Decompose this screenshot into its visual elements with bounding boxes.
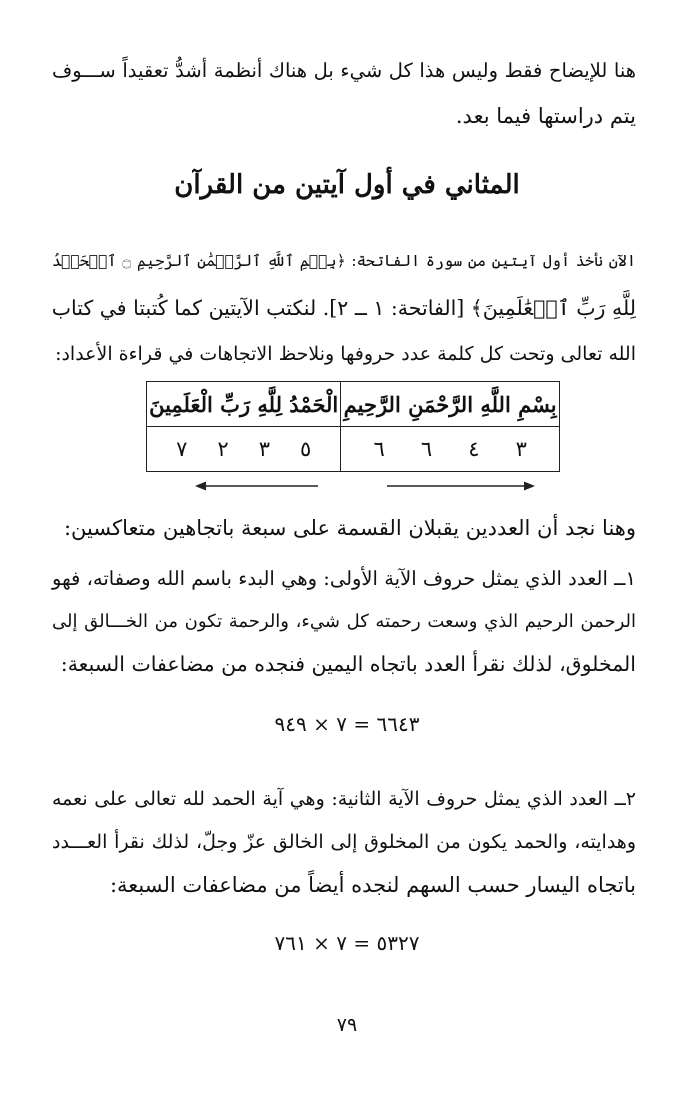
count-value: ٧	[176, 437, 188, 461]
paragraph-line: هنا للإيضاح فقط وليس هذا كل شيء بل هناك أنظمة أشدُّ تعقيداً ســـوف	[52, 59, 636, 82]
point2-line: باتجاه اليسار حسب السهم لنجده أيضاً من مضاعفات السبعة:	[109, 873, 636, 897]
section-heading: المثاني في أول آيتين من القرآن	[174, 170, 520, 200]
count-value: ٣	[258, 437, 270, 461]
page-number: ٧٩	[336, 1014, 358, 1036]
intro-line: لِلَّهِ رَبِّ ٱلۡعَٰلَمِينَ﴾ [الفاتحة: ١ ــ ٢]. لنكتب الآيتين كما كُتبتا في كتاب	[51, 296, 636, 320]
count-value: ٦	[373, 437, 385, 461]
verse1-cell: بِسْمِ اللَّهِ الرَّحْمَنِ الرَّحِيمِ	[341, 382, 560, 427]
verse1-counts-cell	[341, 427, 560, 472]
count-value: ٣	[515, 437, 527, 461]
intro-line: الآن نأخذ أول آيتين من سورة الفاتحة: ﴿بِسۡمِ ٱللَّهِ ٱلرَّحۡمَٰنِ ٱلرَّحِيمِ ۝ ٱلۡحَمۡدُ	[52, 252, 636, 270]
point2-line: وهدايته، والحمد يكون من المخلوق إلى الخالق عزّ وجلّ، لذلك نقرأ العـــدد	[52, 831, 636, 853]
observation-line: وهنا نجد أن العددين يقبلان القسمة على سبعة باتجاهين متعاكسين:	[63, 516, 636, 540]
equation-2: ٥٣٢٧ = ٧ × ٧٦١	[274, 931, 420, 955]
count-value: ٢	[217, 437, 229, 461]
letter-count-table	[146, 381, 560, 472]
count-value: ٥	[300, 437, 312, 461]
point2-line: ٢ــ العدد الذي يمثل حروف الآية الثانية: وهي آية الحمد لله تعالى على نعمه	[52, 788, 636, 810]
intro-line: الله تعالى وتحت كل كلمة عدد حروفها ونلاحظ الاتجاهات في قراءة الأعداد:	[55, 343, 636, 365]
point1-line: ١ــ العدد الذي يمثل حروف الآية الأولى: وهي البدء باسم الله وصفاته، فهو	[52, 567, 636, 590]
point1-line: الرحمن الرحيم الذي وسعت رحمته كل شيء، والرحمة تكون من الخـــالق إلى	[52, 611, 636, 632]
left-arrow-icon	[195, 480, 320, 492]
equation-1: ٦٦٤٣ = ٧ × ٩٤٩	[274, 712, 420, 736]
verse2-counts-cell	[147, 427, 341, 472]
verse2-cell: الْحَمْدُ لِلَّهِ رَبِّ الْعَلَمِينَ	[147, 382, 341, 427]
count-value: ٤	[468, 437, 480, 461]
right-arrow-icon	[385, 480, 535, 492]
paragraph-line: يتم دراستها فيما بعد.	[455, 104, 636, 128]
count-value: ٦	[420, 437, 433, 461]
point1-line: المخلوق، لذلك نقرأ العدد باتجاه اليمين فنجده من مضاعفات السبعة:	[60, 652, 636, 676]
